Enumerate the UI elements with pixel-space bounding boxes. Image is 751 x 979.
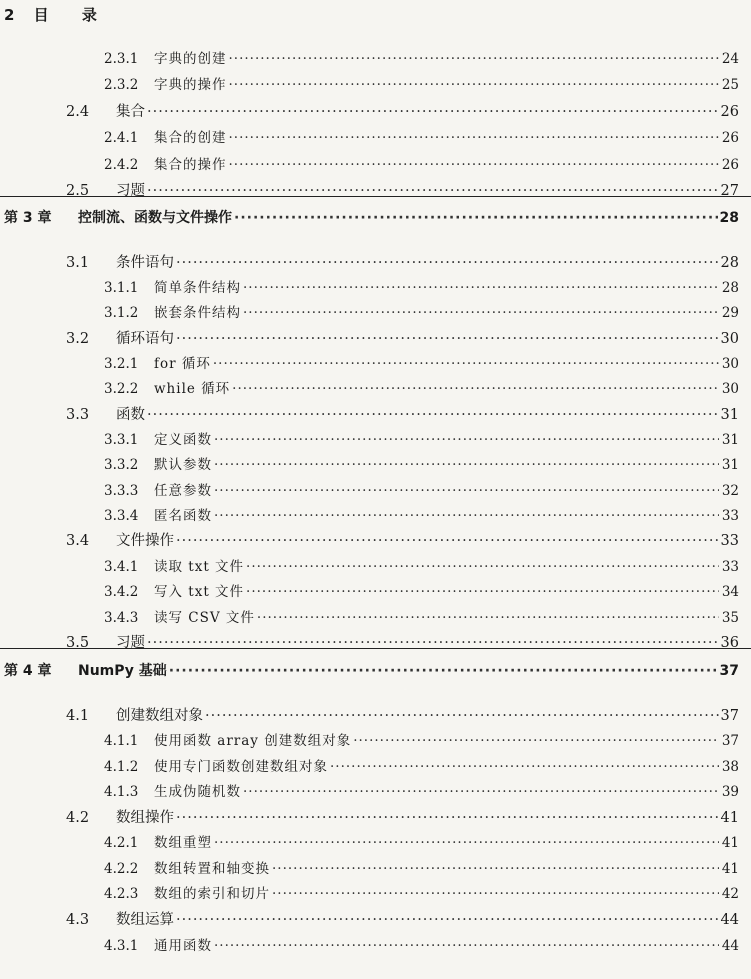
toc-subsection-entry[interactable] xyxy=(104,831,739,851)
entry-title: 简单条件结构 xyxy=(154,280,241,296)
entry-page-number: 28 xyxy=(721,280,739,296)
entry-title: 字典的创建 xyxy=(154,51,227,67)
entry-title: 文件操作 xyxy=(116,533,174,549)
entry-number: 2.3.1 xyxy=(104,51,139,67)
toc-section-entry[interactable] xyxy=(66,704,739,725)
entry-page-number: 37 xyxy=(721,733,739,749)
entry-page-number: 41 xyxy=(720,810,739,826)
entry-page-number: 30 xyxy=(720,331,739,347)
dot-leader xyxy=(176,810,719,826)
entry-title: NumPy 基础 xyxy=(78,663,167,679)
entry-title: 任意参数 xyxy=(154,483,212,499)
toc-section-entry[interactable] xyxy=(66,806,739,827)
entry-page-number: 44 xyxy=(720,912,739,928)
entry-page-number: 37 xyxy=(720,708,739,724)
entry-number: 4.3.1 xyxy=(104,938,139,954)
entry-title: 默认参数 xyxy=(154,457,212,473)
toc-subsection-entry[interactable] xyxy=(104,428,739,448)
dot-leader xyxy=(176,331,719,347)
header-title-char-2: 录 xyxy=(81,6,97,24)
dot-leader xyxy=(214,508,719,524)
entry-page-number: 31 xyxy=(720,407,739,423)
entry-page-number: 26 xyxy=(721,157,739,173)
entry-number: 第 4 章 xyxy=(4,663,52,679)
entry-title: 集合的创建 xyxy=(154,130,227,146)
entry-number: 3.1.1 xyxy=(104,280,139,296)
toc-subsection-entry[interactable] xyxy=(104,453,739,473)
toc-subsection-entry[interactable] xyxy=(104,479,739,499)
entry-title: 习题 xyxy=(116,635,145,651)
dot-leader xyxy=(234,210,718,226)
dot-leader xyxy=(257,610,719,626)
toc-section-entry[interactable] xyxy=(66,529,739,550)
entry-title: 使用函数 array 创建数组对象 xyxy=(154,733,352,749)
dot-leader xyxy=(147,183,719,199)
dot-leader xyxy=(169,663,718,679)
toc-subsection-entry[interactable] xyxy=(104,47,739,67)
page-number: 2 xyxy=(4,6,15,24)
entry-page-number: 42 xyxy=(721,886,739,902)
entry-number: 3.4.3 xyxy=(104,610,139,626)
entry-page-number: 35 xyxy=(721,610,739,626)
dot-leader xyxy=(232,381,719,397)
entry-page-number: 32 xyxy=(721,483,739,499)
entry-number: 4.1.2 xyxy=(104,759,139,775)
entry-page-number: 37 xyxy=(719,663,739,679)
toc-section-entry[interactable] xyxy=(66,327,739,348)
entry-title: 生成伪随机数 xyxy=(154,784,241,800)
dot-leader xyxy=(147,635,719,651)
entry-page-number: 31 xyxy=(721,432,739,448)
dot-leader xyxy=(243,784,719,800)
toc-section-entry[interactable] xyxy=(66,179,739,200)
entry-title: for 循环 xyxy=(154,356,211,372)
entry-number: 2.3.2 xyxy=(104,77,139,93)
entry-number: 3.3.1 xyxy=(104,432,139,448)
dot-leader xyxy=(147,407,719,423)
entry-title: 数组的索引和切片 xyxy=(154,886,270,902)
entry-page-number: 25 xyxy=(721,77,739,93)
toc-section-entry[interactable] xyxy=(66,403,739,424)
entry-page-number: 34 xyxy=(721,584,739,600)
entry-page-number: 31 xyxy=(721,457,739,473)
toc-subsection-entry[interactable] xyxy=(104,126,739,146)
entry-number: 3.4.1 xyxy=(104,559,139,575)
dot-leader xyxy=(176,912,719,928)
entry-title: while 循环 xyxy=(154,381,231,397)
toc-subsection-entry[interactable] xyxy=(104,153,739,173)
entry-number: 3.1.2 xyxy=(104,305,139,321)
dot-leader xyxy=(272,861,719,877)
entry-title: 通用函数 xyxy=(154,938,212,954)
toc-section-entry[interactable] xyxy=(66,100,739,121)
entry-title: 集合的操作 xyxy=(154,157,227,173)
entry-number: 4.2.2 xyxy=(104,861,139,877)
entry-number: 2.5 xyxy=(66,183,90,199)
dot-leader xyxy=(214,457,719,473)
entry-number: 3.4 xyxy=(66,533,90,549)
dot-leader xyxy=(214,483,719,499)
entry-number: 第 3 章 xyxy=(4,210,52,226)
header-title-char-1: 目 xyxy=(33,6,49,24)
dot-leader xyxy=(213,356,719,372)
dot-leader xyxy=(246,559,719,575)
entry-title: 集合 xyxy=(116,104,145,120)
dot-leader xyxy=(229,130,720,146)
entry-page-number: 33 xyxy=(721,508,739,524)
entry-page-number: 41 xyxy=(721,835,739,851)
entry-title: 嵌套条件结构 xyxy=(154,305,241,321)
entry-page-number: 29 xyxy=(721,305,739,321)
toc-subsection-entry[interactable] xyxy=(104,555,739,575)
toc-subsection-entry[interactable] xyxy=(104,729,739,749)
entry-page-number: 33 xyxy=(721,559,739,575)
dot-leader xyxy=(330,759,719,775)
entry-number: 4.2.3 xyxy=(104,886,139,902)
toc-subsection-entry[interactable] xyxy=(104,934,739,954)
entry-title: 数组重塑 xyxy=(154,835,212,851)
toc-subsection-entry[interactable] xyxy=(104,301,739,321)
page-header xyxy=(4,4,97,25)
entry-number: 3.3.4 xyxy=(104,508,139,524)
entry-page-number: 44 xyxy=(721,938,739,954)
dot-leader xyxy=(353,733,719,749)
entry-page-number: 36 xyxy=(720,635,739,651)
entry-title: 读写 CSV 文件 xyxy=(154,610,255,626)
entry-number: 3.2.1 xyxy=(104,356,139,372)
entry-title: 数组操作 xyxy=(116,810,174,826)
entry-title: 使用专门函数创建数组对象 xyxy=(154,759,328,775)
toc-section-entry[interactable] xyxy=(66,631,739,652)
entry-number: 3.5 xyxy=(66,635,90,651)
dot-leader xyxy=(176,533,719,549)
dot-leader xyxy=(205,708,719,724)
dot-leader xyxy=(229,77,720,93)
entry-title: 数组转置和轴变换 xyxy=(154,861,270,877)
toc-chapter-entry[interactable] xyxy=(4,660,739,680)
toc-subsection-entry[interactable] xyxy=(104,882,739,902)
toc-section-entry[interactable] xyxy=(66,908,739,929)
toc-subsection-entry[interactable] xyxy=(104,755,739,775)
dot-leader xyxy=(214,938,719,954)
entry-number: 2.4.1 xyxy=(104,130,139,146)
entry-number: 4.2.1 xyxy=(104,835,139,851)
toc-subsection-entry[interactable] xyxy=(104,606,739,626)
entry-number: 4.2 xyxy=(66,810,90,826)
entry-number: 2.4.2 xyxy=(104,157,139,173)
toc-section-entry[interactable] xyxy=(66,251,739,272)
entry-number: 4.3 xyxy=(66,912,90,928)
entry-title: 习题 xyxy=(116,183,145,199)
dot-leader xyxy=(214,835,719,851)
entry-page-number: 30 xyxy=(721,381,739,397)
dot-leader xyxy=(229,51,720,67)
entry-number: 3.4.2 xyxy=(104,584,139,600)
entry-page-number: 26 xyxy=(721,130,739,146)
entry-title: 循环语句 xyxy=(116,331,174,347)
entry-number: 3.3 xyxy=(66,407,90,423)
entry-title: 字典的操作 xyxy=(154,77,227,93)
entry-title: 条件语句 xyxy=(116,255,174,271)
entry-number: 3.3.3 xyxy=(104,483,139,499)
dot-leader xyxy=(176,255,719,271)
toc-subsection-entry[interactable] xyxy=(104,377,739,397)
entry-title: 控制流、函数与文件操作 xyxy=(78,210,232,226)
toc-subsection-entry[interactable] xyxy=(104,780,739,800)
entry-page-number: 26 xyxy=(720,104,739,120)
entry-title: 读取 txt 文件 xyxy=(154,559,245,575)
entry-page-number: 27 xyxy=(720,183,739,199)
toc-subsection-entry[interactable] xyxy=(104,352,739,372)
entry-number: 3.2 xyxy=(66,331,90,347)
entry-number: 3.2.2 xyxy=(104,381,139,397)
entry-page-number: 41 xyxy=(721,861,739,877)
entry-title: 匿名函数 xyxy=(154,508,212,524)
entry-title: 写入 txt 文件 xyxy=(154,584,245,600)
entry-page-number: 28 xyxy=(720,255,739,271)
dot-leader xyxy=(246,584,719,600)
toc-chapter-entry[interactable] xyxy=(4,207,739,227)
entry-page-number: 24 xyxy=(721,51,739,67)
toc-subsection-entry[interactable] xyxy=(104,857,739,877)
entry-page-number: 38 xyxy=(721,759,739,775)
entry-number: 3.1 xyxy=(66,255,90,271)
entry-title: 函数 xyxy=(116,407,145,423)
dot-leader xyxy=(147,104,719,120)
entry-number: 2.4 xyxy=(66,104,90,120)
dot-leader xyxy=(272,886,719,902)
dot-leader xyxy=(243,280,719,296)
toc-subsection-entry[interactable] xyxy=(104,73,739,93)
entry-number: 4.1.3 xyxy=(104,784,139,800)
entry-page-number: 33 xyxy=(720,533,739,549)
toc-subsection-entry[interactable] xyxy=(104,504,739,524)
entry-number: 4.1 xyxy=(66,708,90,724)
entry-number: 3.3.2 xyxy=(104,457,139,473)
dot-leader xyxy=(214,432,719,448)
toc-subsection-entry[interactable] xyxy=(104,580,739,600)
entry-page-number: 28 xyxy=(719,210,739,226)
entry-title: 数组运算 xyxy=(116,912,174,928)
entry-title: 创建数组对象 xyxy=(116,708,203,724)
entry-page-number: 39 xyxy=(721,784,739,800)
dot-leader xyxy=(229,157,720,173)
entry-page-number: 30 xyxy=(721,356,739,372)
entry-number: 4.1.1 xyxy=(104,733,139,749)
entry-title: 定义函数 xyxy=(154,432,212,448)
toc-subsection-entry[interactable] xyxy=(104,276,739,296)
dot-leader xyxy=(243,305,719,321)
